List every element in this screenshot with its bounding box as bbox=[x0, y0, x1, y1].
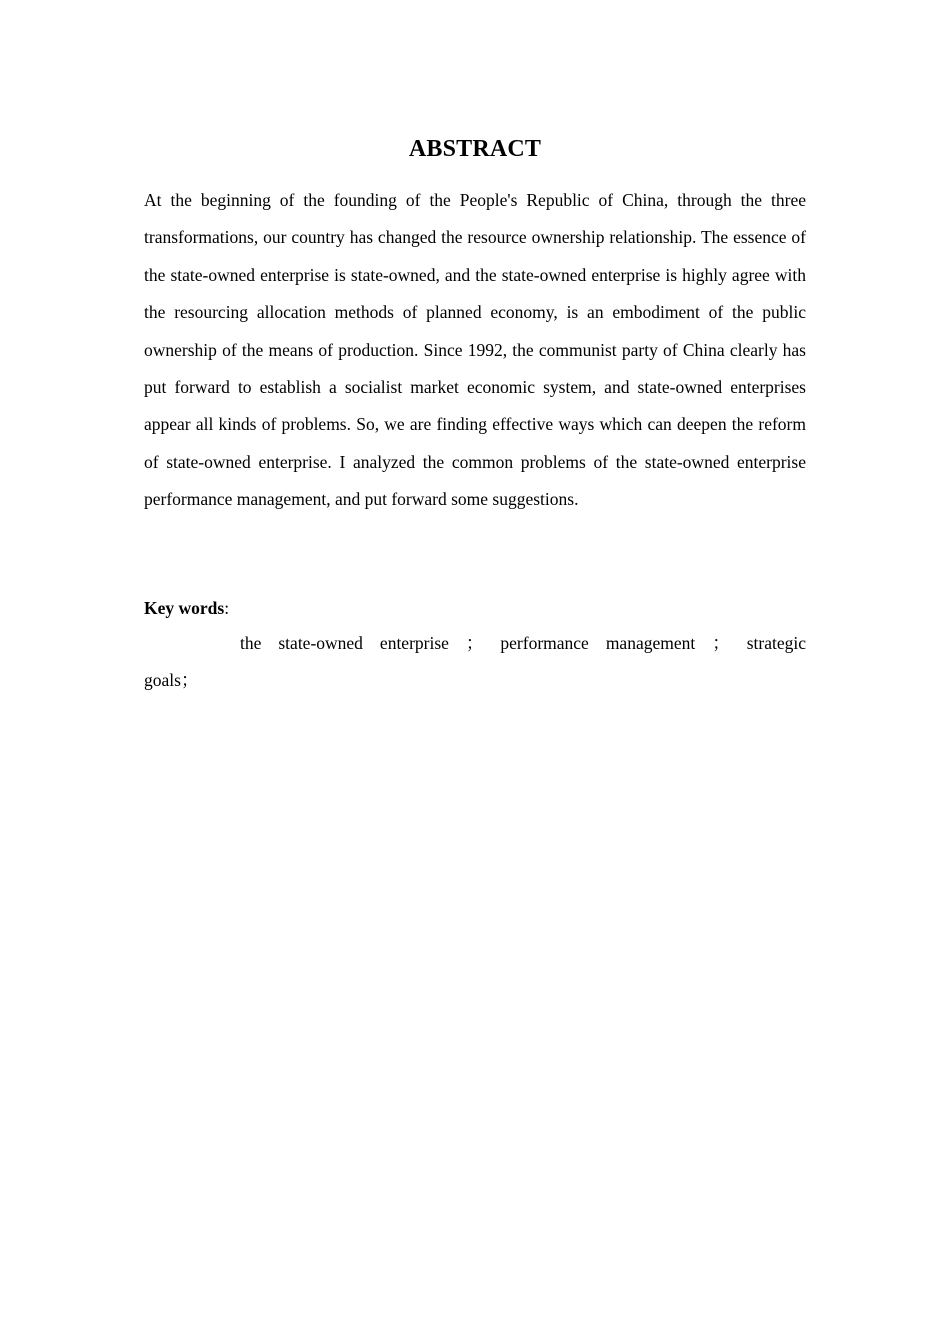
keywords-heading bbox=[144, 593, 229, 623]
abstract-title: ABSTRACT bbox=[408, 136, 542, 162]
keywords-list: the state-owned enterprise ； performance management ； strategic goals； bbox=[144, 633, 806, 691]
keywords-label: Key words bbox=[144, 598, 225, 618]
keywords-colon: : bbox=[224, 598, 230, 618]
abstract-paragraph: At the beginning of the founding of the People's Republic of China, through the three transformations, our country has changed the resource ownership relationship. The essence of the state-owned enterprise is state-owned, and the state-owned enterprise is highly agree with the resourcing allocation methods of planned economy, is an embodiment of the public ownership of the means of production. Since 1992, the communist party of China clearly has put forward to establish a socialist market economic system, and state-owned enterprises appear all kinds of problems. So, we are finding effective ways which can deepen the reform of state-owned enterprise. I analyzed the common problems of the state-owned enterprise performance management, and put forward some suggestions. bbox=[144, 190, 806, 510]
